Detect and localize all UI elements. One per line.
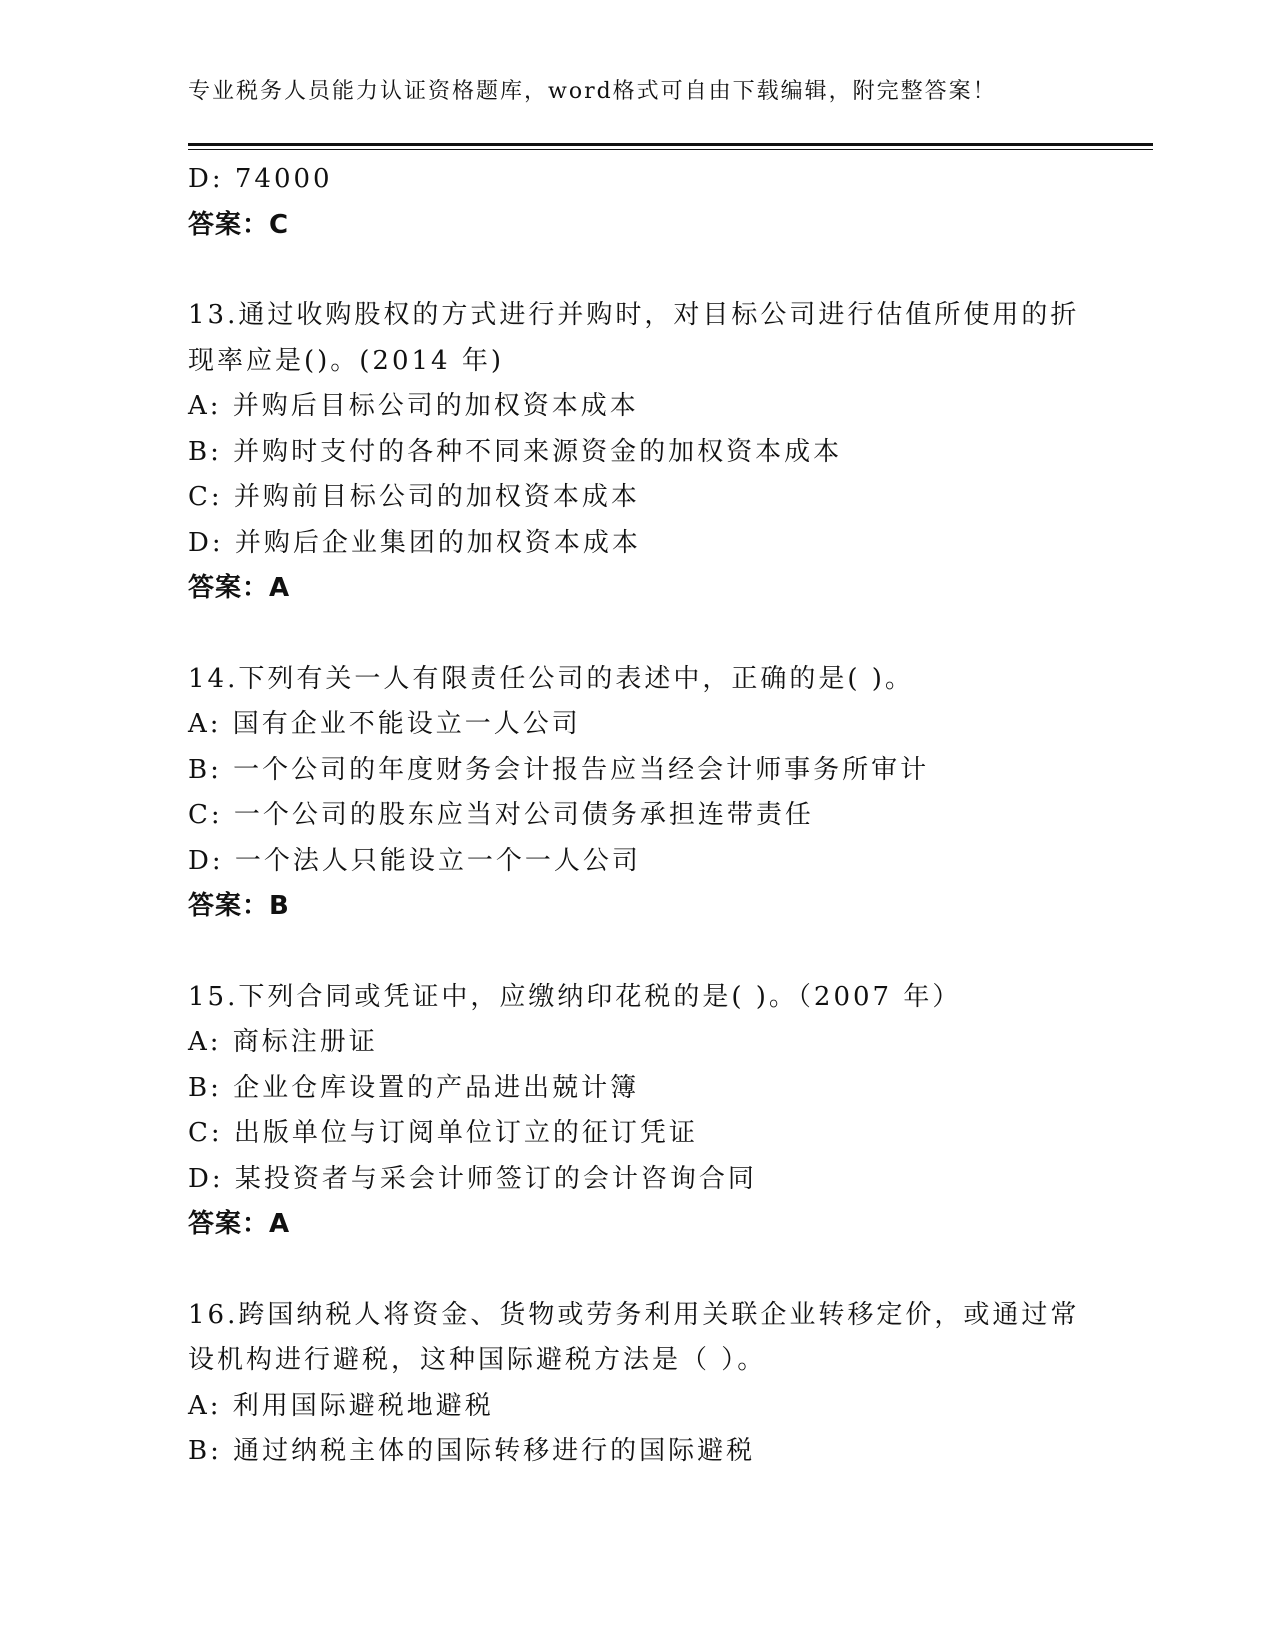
- header-rule-thick: [188, 143, 1153, 146]
- option-c: C: 并购前目标公司的加权资本成本: [188, 482, 640, 512]
- question-stem: 现率应是()。(2014 年): [188, 345, 505, 376]
- question-stem: 16.跨国纳税人将资金、货物或劳务利用关联企业转移定价，或通过常: [188, 1299, 1080, 1330]
- answer-line: 答案：A: [188, 573, 291, 603]
- answer-line: 答案：A: [188, 1209, 291, 1239]
- option-d: D: 74000: [188, 164, 333, 194]
- option-c: C: 一个公司的股东应当对公司债务承担连带责任: [188, 800, 814, 830]
- question-stem: 15.下列合同或凭证中，应缴纳印花税的是( )。（2007 年）: [188, 981, 962, 1012]
- option-b: B: 一个公司的年度财务会计报告应当经会计师事务所审计: [188, 754, 930, 785]
- option-a: A: 并购后目标公司的加权资本成本: [188, 391, 639, 421]
- option-a: A: 国有企业不能设立一人公司: [188, 709, 581, 739]
- answer-line: 答案：B: [188, 891, 290, 921]
- option-d: D: 并购后企业集团的加权资本成本: [188, 527, 641, 558]
- question-stem: 设机构进行避税，这种国际避税方法是（ ）。: [188, 1345, 767, 1375]
- question-content: [188, 157, 1088, 1475]
- option-d: D: 一个法人只能设立一个一人公司: [188, 845, 641, 876]
- answer-line: 答案：C: [188, 209, 290, 240]
- option-a: A: 利用国际避税地避税: [188, 1390, 494, 1421]
- question-13: [188, 293, 1088, 612]
- previous-question-tail: [188, 157, 1088, 248]
- option-d: D: 某投资者与采会计师签订的会计咨询合同: [188, 1163, 757, 1194]
- question-15: [188, 975, 1088, 1248]
- page-header: 专业税务人员能力认证资格题库，word格式可自由下载编辑，附完整答案！: [188, 79, 997, 104]
- question-14: [188, 657, 1088, 930]
- option-a: A: 商标注册证: [188, 1027, 378, 1057]
- option-b: B: 通过纳税主体的国际转移进行的国际避税: [188, 1436, 756, 1466]
- option-b: B: 并购时支付的各种不同来源资金的加权资本成本: [188, 436, 843, 467]
- question-16: [188, 1293, 1088, 1475]
- header-rule-thin: [188, 149, 1153, 150]
- question-stem: 14.下列有关一人有限责任公司的表述中，正确的是( )。: [188, 663, 914, 694]
- question-stem: 13.通过收购股权的方式进行并购时，对目标公司进行估值所使用的折: [188, 300, 1080, 330]
- option-b: B: 企业仓库设置的产品进出兢计簿: [188, 1072, 640, 1103]
- option-c: C: 出版单位与订阅单位订立的征订凭证: [188, 1118, 698, 1148]
